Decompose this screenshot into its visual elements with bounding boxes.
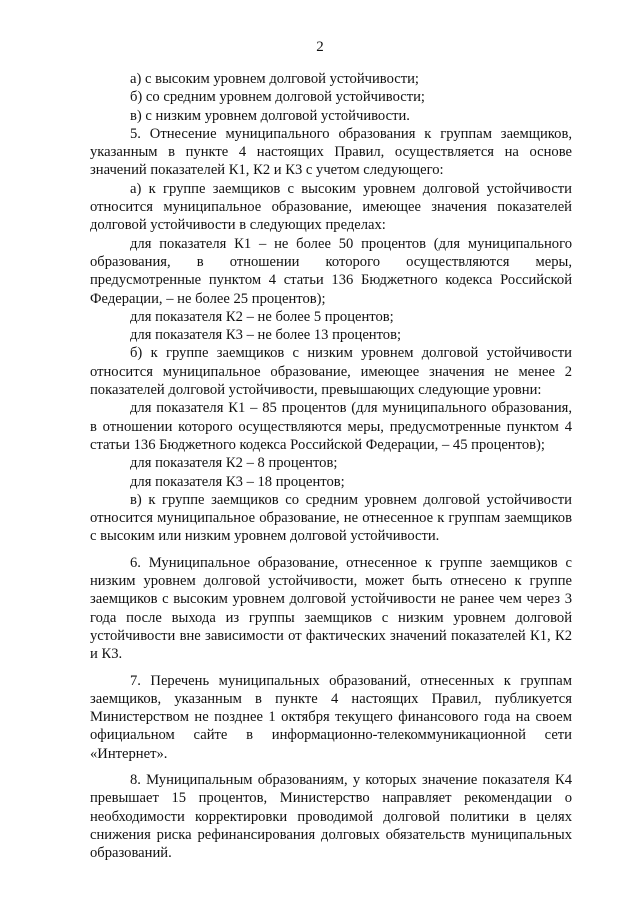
paragraph: 6. Муниципальное образование, отнесенное к группе заемщиков с низким уровнем долговой устойчивости, может быть отнесено к группе заемщиков с высоким уровнем долговой устойчивости не ранее чем через 3 года после выхода из группы заемщиков с низким уровнем долговой устойчивости вне зависимости от фактических значений показателей К1, К2 и К3.	[90, 554, 572, 663]
paragraph: для показателя К3 – 18 процентов;	[130, 473, 345, 490]
paragraph: для показателя К1 – не более 50 процентов (для муниципального образования, в отношении которого осуществляются меры, предусмотренные пунктом 4 статьи 136 Бюджетного кодекса Российской Федерации, – не более 25 процентов);	[90, 235, 572, 307]
page-number: 2	[316, 39, 324, 55]
paragraph: в) с низким уровнем долговой устойчивости.	[130, 107, 410, 124]
paragraph: 8. Муниципальным образованиям, у которых значение показателя К4 превышает 15 процентов, Министерство направляет рекомендации о необходимости корректировки проводимой долговой политики в целях снижения риска рефинансирования долговых обязательств муниципальных образований.	[90, 771, 572, 862]
paragraph: для показателя К3 – не более 13 процентов;	[130, 327, 402, 344]
paragraph: для показателя К2 – 8 процентов;	[130, 455, 338, 472]
paragraph: 5. Отнесение муниципального образования к группам заемщиков, указанным в пункте 4 настоящих Правил, осуществляется на основе значений показателей К1, К2 и К3 с учетом следующего:	[90, 125, 572, 179]
paragraph: б) к группе заемщиков с низким уровнем долговой устойчивости относится муниципальное образование, имеющее значения не менее 2 показателей долговой устойчивости, превышающих следующие уровни:	[90, 345, 572, 399]
paragraph: для показателя К2 – не более 5 процентов;	[130, 308, 394, 325]
paragraph: а) с высоким уровнем долговой устойчивости;	[130, 71, 419, 87]
paragraph: а) к группе заемщиков с высоким уровнем долговой устойчивости относится муниципальное образование, имеющее значения показателей долговой устойчивости в следующих пределах:	[90, 180, 572, 234]
paragraph: в) к группе заемщиков со средним уровнем долговой устойчивости относится муниципальное образование, не отнесенное к группам заемщиков с высоким или низким уровнем долговой устойчивости.	[90, 491, 572, 545]
paragraph: 7. Перечень муниципальных образований, отнесенных к группам заемщиков, указанным в пункте 4 настоящих Правил, публикуется Министерством не позднее 1 октября текущего финансового года на своем официальном сайте в информационно-телекоммуникационной сети «Интернет».	[90, 672, 572, 762]
paragraph: б) со средним уровнем долговой устойчивости;	[130, 89, 425, 106]
paragraph: для показателя К1 – 85 процентов (для муниципального образования, в отношении которого осуществляются меры, предусмотренные пунктом 4 статьи 136 Бюджетного кодекса Российской Федерации, – 45 процентов);	[90, 400, 572, 453]
document-body	[90, 70, 572, 862]
